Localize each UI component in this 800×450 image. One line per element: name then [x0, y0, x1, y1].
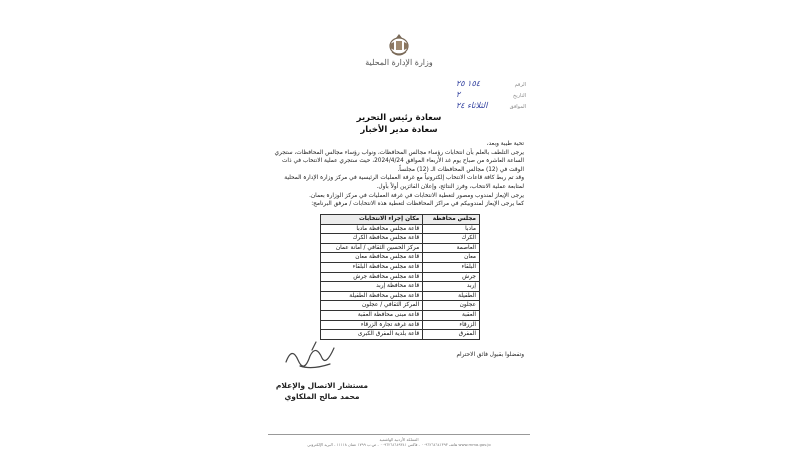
governorate-cell: العاصمة: [423, 243, 480, 253]
table-row: [321, 253, 480, 263]
signer-name: محمد صالح الملكاوي: [284, 392, 360, 401]
venue-cell: المركز الثقافي / عجلون: [321, 301, 423, 311]
governorate-cell: عجلون: [423, 301, 480, 311]
closing-line: وتفضلوا بقبول فائق الاحترام: [456, 352, 524, 358]
letter-body: [274, 140, 524, 209]
governorate-cell: معان: [423, 253, 480, 263]
handwritten-signature: [282, 336, 342, 376]
column-header-venue: مكان إجراء الانتخابات: [321, 215, 423, 225]
table-row: [321, 320, 480, 330]
body-paragraph-4: كما يرجى الإيعاز لمندوبيكم في مراكز المحافظات لتغطية هذه الانتخابات / مرفق البرنامج:: [311, 201, 524, 208]
footer-line-1: المملكة الأردنية الهاشمية: [379, 437, 419, 442]
reference-date-value: ٢: [456, 90, 461, 99]
governorate-cell: البلقاء: [423, 262, 480, 272]
addressee-line-2: سعادة مدير الأخبار: [360, 125, 438, 135]
body-paragraph-3: يرجى الإيعاز لمندوب ومصور لتغطية الانتخابات في غرفة العمليات في مركز الوزارة بعمان.: [309, 192, 524, 199]
table-row: [321, 310, 480, 320]
footer: [268, 437, 530, 447]
venue-cell: قاعة غرفة تجارة الزرقاء: [321, 320, 423, 330]
venue-cell: قاعة مجلس محافظة مادبا: [321, 224, 423, 234]
table-row: [321, 234, 480, 244]
table-row: [321, 291, 480, 301]
reference-corresponding-label: الموافق: [509, 104, 526, 110]
governorate-cell: إربد: [423, 282, 480, 292]
table-row: [321, 243, 480, 253]
letter-page: [268, 14, 530, 447]
table-row: [321, 272, 480, 282]
table-row: [321, 224, 480, 234]
venue-cell: قاعة محافظة إربد: [321, 282, 423, 292]
addressee: [268, 112, 530, 136]
governorate-cell: العقبة: [423, 310, 480, 320]
reference-date-label: التاريخ: [513, 93, 526, 99]
reference-corresponding-value: الثلاثاء ٢٤: [456, 101, 488, 110]
venue-cell: قاعة مجلس محافظة جرش: [321, 272, 423, 282]
footer-divider: [268, 434, 530, 435]
election-venues-table: [320, 214, 480, 340]
table-row: [321, 330, 480, 340]
ministry-name: وزارة الإدارة المحلية: [365, 58, 433, 67]
reference-number-label: الرقم: [514, 82, 526, 88]
reference-number-row: [456, 80, 526, 91]
coat-of-arms-emblem: [386, 32, 412, 58]
column-header-governorate: مجلس محافظة: [423, 215, 480, 225]
governorate-cell: الكرك: [423, 234, 480, 244]
signer-block: [272, 380, 372, 402]
table-row: [321, 301, 480, 311]
footer-line-2: www.mma.gov.jo هاتف ٠٠٩٦٢٦٤٦٤١٣٩٣ - فاكس ٠٠٩٦٢٦٤٦٤٩٣٤١ - ص.ب ١٧٩٩ عمان ١١١١٨ - البريد الإلكتروني: [307, 442, 491, 447]
venue-cell: قاعة مجلس محافظة معان: [321, 253, 423, 263]
body-paragraph-1: يرجى التلطف بالعلم بأن انتخابات رؤساء مجالس المحافظات، ونواب رؤساء مجالس المحافظات، ستجري الساعة العاشرة من صباح يوم غد الأربعاء الموافق 2024/4/24، حيث ستجري عملية الانتخاب في ذات الوقت في (12) مجالس المحافظات الـ (12) مجلساً.: [274, 149, 524, 173]
governorate-cell: المفرق: [423, 330, 480, 340]
venue-cell: قاعة مجلس محافظة البلقاء: [321, 262, 423, 272]
table-header-row: [321, 215, 480, 225]
governorate-cell: الزرقاء: [423, 320, 480, 330]
reference-number-value: ١٥٤ ٢٥: [456, 79, 481, 88]
signer-title: مستشار الاتصال والإعلام: [275, 381, 369, 390]
table-row: [321, 282, 480, 292]
venue-cell: قاعة بلدية المفرق الكبرى: [321, 330, 423, 340]
table-row: [321, 262, 480, 272]
governorate-cell: الطفيلة: [423, 291, 480, 301]
governorate-cell: جرش: [423, 272, 480, 282]
venue-cell: مركز الحسين الثقافي / أمانة عمان: [321, 243, 423, 253]
reference-block: [456, 80, 526, 113]
body-paragraph-2: وقد تم ربط كافة قاعات الانتخاب إلكترونياً مع غرفة العمليات الرئيسية في مركز وزارة الإدارة المحلية لمتابعة عملية الانتخاب، وفرز النتائج، وإعلان الفائزين أولاً بأول.: [284, 175, 524, 190]
governorate-cell: مادبا: [423, 224, 480, 234]
venue-cell: قاعة مجلس محافظة الكرك: [321, 234, 423, 244]
addressee-line-1: سعادة رئيس التحرير: [356, 113, 442, 123]
venue-cell: قاعة مبنى محافظة العقبة: [321, 310, 423, 320]
venue-cell: قاعة مجلس محافظة الطفيلة: [321, 291, 423, 301]
greeting: تحية طيبة وبعد،: [486, 141, 524, 147]
